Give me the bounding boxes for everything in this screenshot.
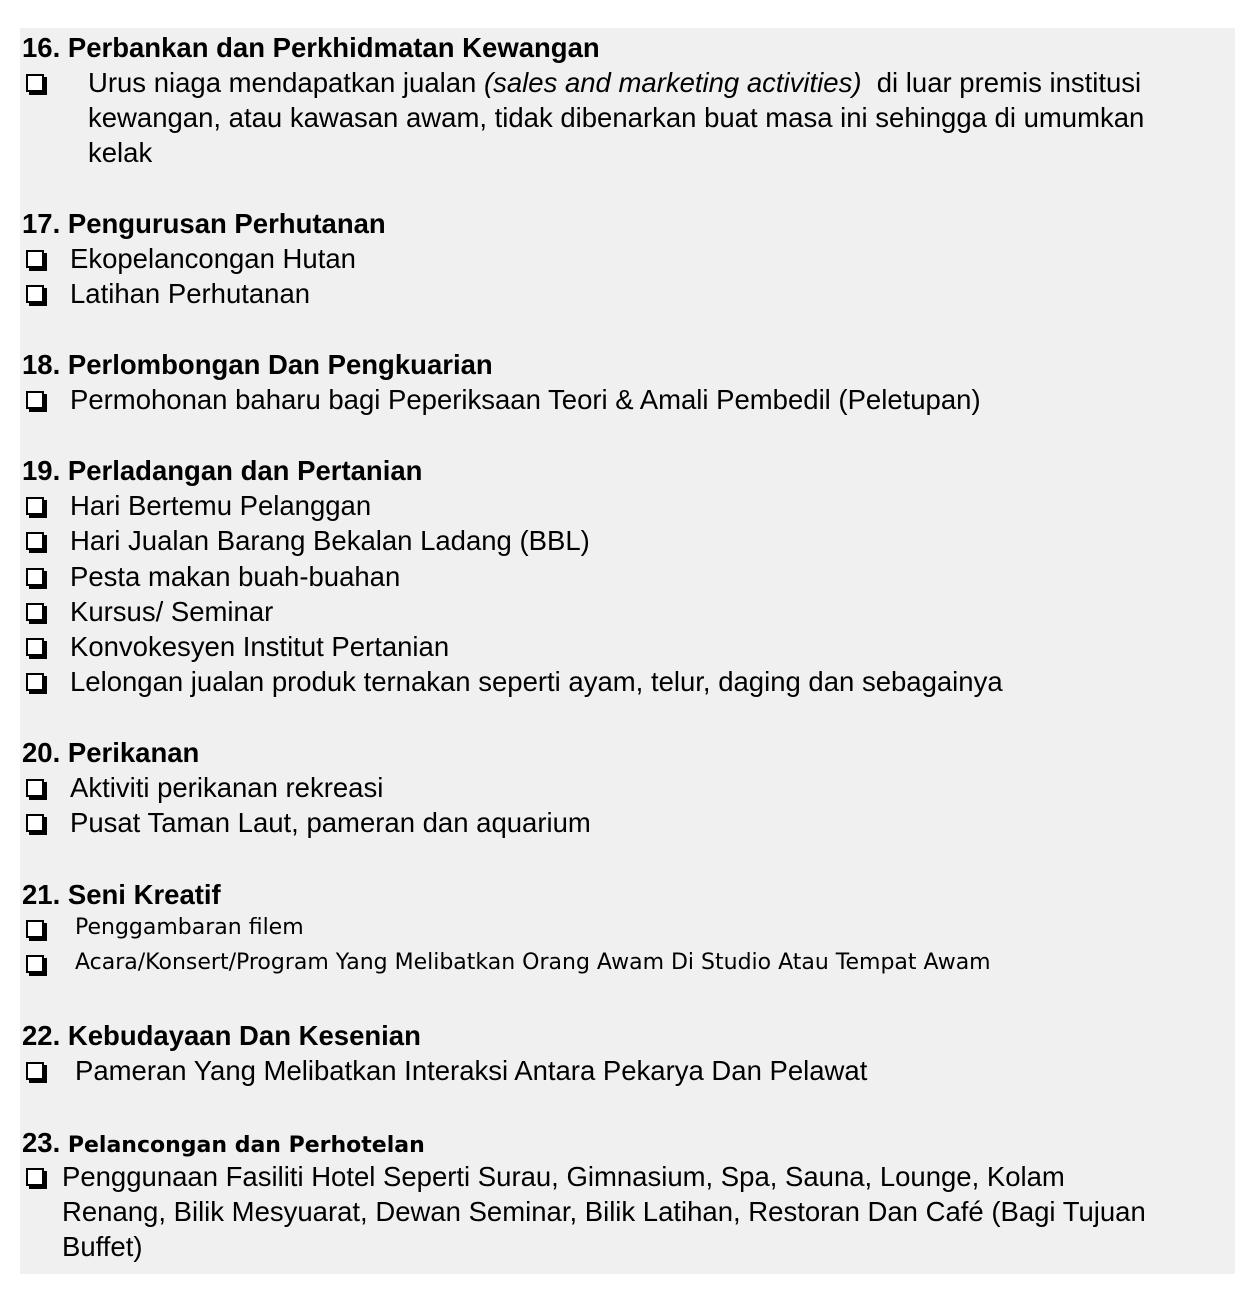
checkbox-icon [26,568,44,586]
section-number: 22. [22,1020,61,1051]
list-item-continuation: Buffet) [62,1231,143,1262]
checkbox-icon [26,779,44,797]
checkbox-icon [26,532,44,550]
italic-note: (sales and marketing activities) [483,67,862,98]
list-item: Konvokesyen Institut Pertanian [70,631,450,662]
list-item: Permohonan baharu bagi Peperiksaan Teori & Amali Pembedil (Peletupan) [70,384,981,415]
section-title: Perikanan [67,737,200,768]
section-22-heading [22,1022,421,1050]
checkbox-icon [26,955,44,973]
list-item: Pesta makan buah-buahan [70,561,401,592]
section-20-heading [22,739,199,767]
list-item: Latihan Perhutanan [70,278,311,309]
list-item: Kursus/ Seminar [70,596,274,627]
list-item: Penggambaran filem [75,915,304,940]
list-item: Ekopelancongan Hutan [70,243,356,274]
list-item: Aktiviti perikanan rekreasi [70,772,384,803]
section-number: 23. [22,1127,61,1158]
checkbox-icon [26,1168,44,1186]
section-16-heading [22,34,600,62]
list-item: Acara/Konsert/Program Yang Melibatkan Orang Awam Di Studio Atau Tempat Awam [75,950,991,975]
checkbox-icon [26,391,44,409]
list-item-continuation: kelak [88,137,153,168]
checkbox-icon [26,673,44,691]
list-item: Penggunaan Fasiliti Hotel Seperti Surau, Gimnasium, Spa, Sauna, Lounge, Kolam [62,1161,1065,1192]
checkbox-icon [26,1062,44,1080]
checkbox-icon [26,250,44,268]
section-number: 18. [22,349,61,380]
section-17-heading [22,210,386,238]
section-title: Kebudayaan Dan Kesenian [67,1020,421,1051]
section-19-heading [22,457,422,485]
section-21-heading [22,881,221,909]
section-title: Seni Kreatif [67,879,221,910]
checkbox-icon [26,603,44,621]
section-title: Perbankan dan Perkhidmatan Kewangan [67,32,600,63]
checkbox-icon [26,814,44,832]
list-item-continuation: Renang, Bilik Mesyuarat, Dewan Seminar, Bilik Latihan, Restoran Dan Café (Bagi Tujuan [62,1196,1146,1227]
section-title: Perladangan dan Pertanian [67,455,423,486]
section-18-heading [22,351,493,379]
section-title: Pelancongan dan Perhotelan [67,1133,425,1158]
checkbox-icon [26,497,44,515]
section-title: Pengurusan Perhutanan [67,208,386,239]
section-23-heading [22,1129,425,1157]
section-title: Perlombongan Dan Pengkuarian [67,349,493,380]
list-item-continuation: kewangan, atau kawasan awam, tidak dibenarkan buat masa ini sehingga di umumkan [88,102,1145,133]
checkbox-icon [26,74,44,92]
list-item: Pameran Yang Melibatkan Interaksi Antara Pekarya Dan Pelawat [75,1055,868,1086]
section-number: 16. [22,32,61,63]
list-item: Urus niaga mendapatkan jualan (sales and marketing activities) di luar premis institusi [88,67,1142,98]
section-number: 21. [22,879,61,910]
list-item: Lelongan jualan produk ternakan seperti ayam, telur, daging dan sebagainya [70,666,1003,697]
section-number: 17. [22,208,61,239]
section-number: 19. [22,455,61,486]
list-item: Hari Bertemu Pelanggan [70,490,372,521]
list-item: Pusat Taman Laut, pameran dan aquarium [70,807,591,838]
list-item: Hari Jualan Barang Bekalan Ladang (BBL) [70,525,590,556]
checkbox-icon [26,285,44,303]
section-number: 20. [22,737,61,768]
checkbox-icon [26,920,44,938]
checkbox-icon [26,638,44,656]
